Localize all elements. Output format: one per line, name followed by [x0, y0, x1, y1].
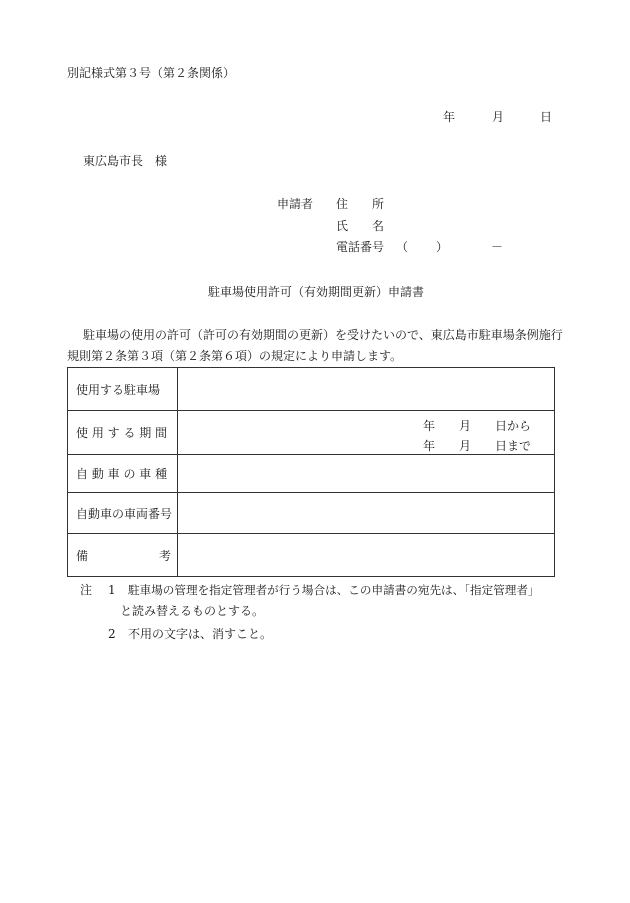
note-1-line-2: と読み替えるものとする。 — [120, 604, 265, 618]
date-day: 日 — [540, 110, 553, 124]
period-to-month: 月 — [459, 439, 472, 453]
label-period: 使 用 す る 期 間 — [68, 411, 178, 455]
body-text-line-2: 規則第２条第３項（第２条第６項）の規定により申請します。 — [67, 349, 403, 363]
form-label: 別記様式第３号（第２条関係） — [67, 66, 236, 80]
phone-dash: － — [491, 240, 504, 254]
date-month: 月 — [492, 110, 505, 124]
field-parking[interactable] — [178, 368, 555, 411]
label-car-number: 自動車の車両番号 — [68, 493, 178, 534]
document-title: 駐車場使用許可（有効期間更新）申請書 — [208, 285, 425, 299]
addressee: 東広島市長 様 — [83, 154, 168, 168]
address-label: 住 所 — [336, 197, 385, 211]
label-parking: 使用する駐車場 — [68, 368, 178, 411]
label-remarks-char-1: 備 — [76, 548, 89, 563]
phone-label: 電話番号 — [336, 240, 385, 254]
period-from-day: 日から — [495, 419, 532, 433]
label-car-type: 自 動 車 の 車 種 — [68, 455, 178, 493]
row-remarks — [68, 534, 555, 577]
note-1-line-1: 駐車場の管理を指定管理者が行う場合は、この申請書の宛先は、「指定管理者」 — [128, 583, 540, 597]
field-remarks[interactable] — [178, 534, 555, 577]
body-text-line-1: 駐車場の使用の許可（許可の有効期間の更新）を受けたいので、東広島市駐車場条例施行 — [83, 328, 563, 342]
row-parking — [68, 368, 555, 411]
application-table — [67, 367, 555, 577]
note-2-text: 不用の文字は、消すこと。 — [128, 627, 273, 641]
notes-label: 注 — [80, 583, 93, 597]
phone-close-paren: ） — [436, 240, 449, 254]
field-car-type[interactable] — [178, 455, 555, 493]
applicant-heading: 申請者 — [277, 197, 314, 211]
row-car-type — [68, 455, 555, 493]
period-to-year: 年 — [423, 439, 436, 453]
field-period[interactable] — [178, 411, 555, 455]
label-remarks-char-2: 考 — [158, 548, 171, 563]
note-2-number: 2 — [108, 627, 116, 641]
period-from-year: 年 — [423, 419, 436, 433]
row-car-number — [68, 493, 555, 534]
note-1-number: 1 — [108, 583, 116, 597]
phone-open-paren: （ — [396, 240, 409, 254]
period-to-day: 日まで — [495, 439, 532, 453]
date-year: 年 — [443, 110, 456, 124]
label-remarks — [68, 534, 178, 577]
field-car-number[interactable] — [178, 493, 555, 534]
row-period — [68, 411, 555, 455]
period-from-month: 月 — [459, 419, 472, 433]
name-label: 氏 名 — [336, 219, 385, 233]
